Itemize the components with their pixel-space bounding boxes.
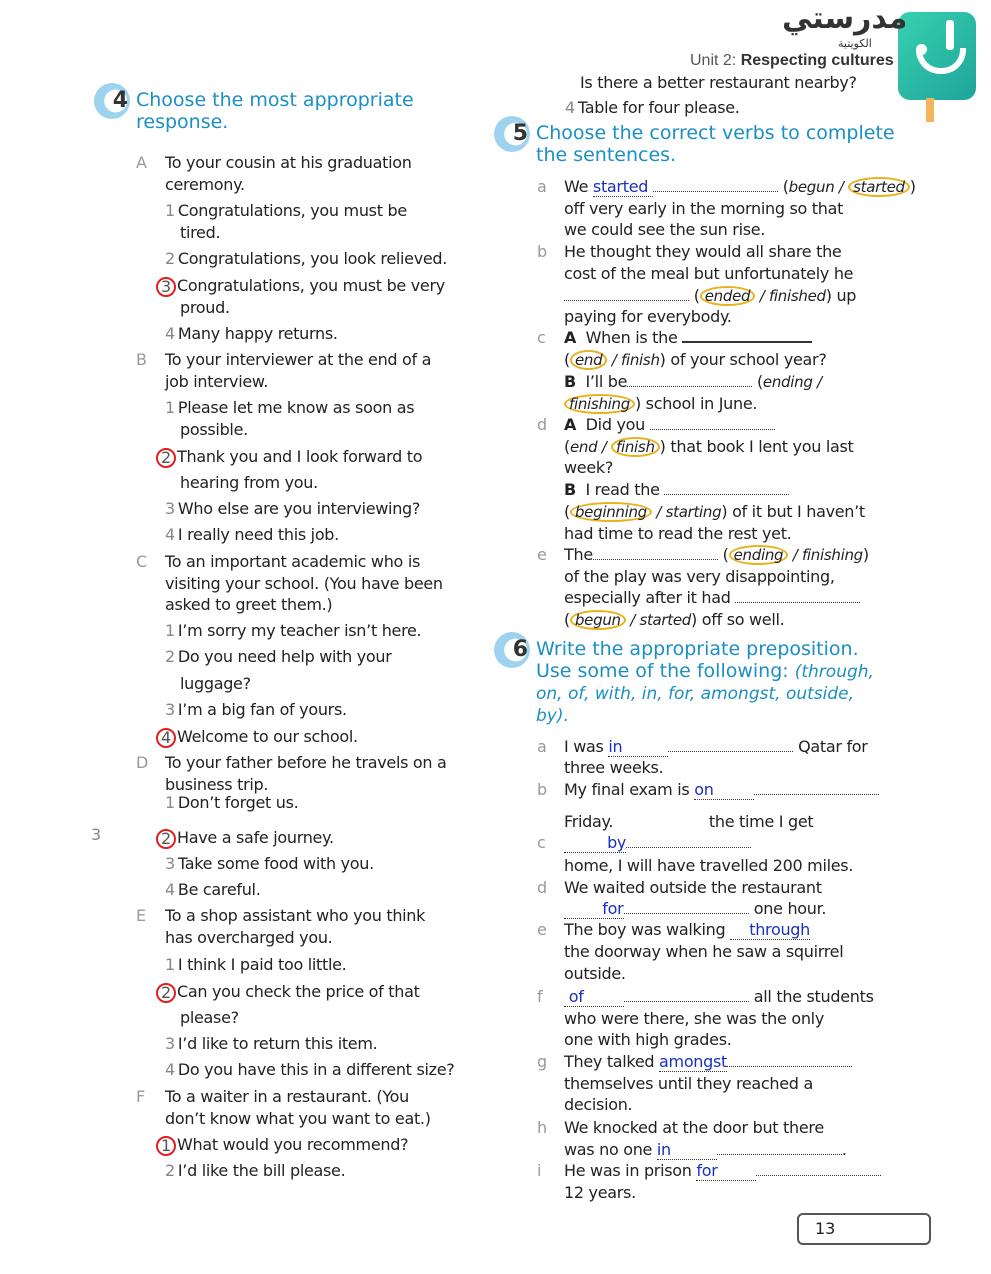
sentence-text: Qatar for xyxy=(793,737,868,756)
sentence-text: one with high grades. xyxy=(564,1030,732,1049)
circled-verb-option: ending xyxy=(729,545,789,565)
sentence-text: paying for everybody. xyxy=(564,307,732,326)
sentence-line xyxy=(564,1139,847,1161)
sentence-text: They talked xyxy=(564,1052,660,1071)
response-option[interactable] xyxy=(165,498,420,520)
option-text: Many happy returns. xyxy=(177,324,338,343)
sentence-text: ( xyxy=(564,610,570,629)
answer-blank[interactable] xyxy=(754,780,879,795)
item-letter: b xyxy=(537,242,548,261)
response-option[interactable] xyxy=(161,726,358,748)
option-text: I’m a big fan of yours. xyxy=(177,700,347,719)
option-text: I’d like to return this item. xyxy=(177,1034,378,1053)
answer-blank[interactable] xyxy=(624,987,749,1002)
sentence-line xyxy=(564,1117,824,1139)
response-option[interactable] xyxy=(161,446,423,468)
response-option[interactable] xyxy=(165,1033,377,1055)
selected-answer-circle: 3 xyxy=(156,277,176,297)
option-number: 1 xyxy=(165,955,175,974)
sentence-text: ( xyxy=(564,502,570,521)
response-option[interactable] xyxy=(165,954,346,976)
answer-blank[interactable] xyxy=(624,899,749,914)
option-text: Don’t forget us. xyxy=(177,793,299,812)
sentence-line xyxy=(564,523,791,545)
group-letter: E xyxy=(136,906,147,925)
page-number: 13 xyxy=(797,1213,931,1245)
item-letter: i xyxy=(537,1161,542,1180)
sentence-text: We knocked at the door but there xyxy=(564,1118,824,1137)
option-text: Who else are you interviewing? xyxy=(177,499,421,518)
sentence-line xyxy=(564,457,613,479)
option-text: Do you have this in a different size? xyxy=(177,1060,455,1079)
selected-answer-circle: 2 xyxy=(156,983,176,1003)
unit-title: Respecting cultures xyxy=(740,52,894,69)
filled-answer[interactable]: of xyxy=(564,988,624,1007)
sentence-line xyxy=(564,263,853,285)
sentence-line xyxy=(564,898,826,920)
sentence-text: week? xyxy=(564,458,614,477)
option-text: Congratulations, you must be very xyxy=(177,276,445,295)
sentence-line xyxy=(564,941,843,963)
item-letter: c xyxy=(537,833,546,852)
sentence-line xyxy=(564,779,879,801)
option-text: luggage? xyxy=(180,674,251,693)
option-text: please? xyxy=(180,1008,239,1027)
filled-answer[interactable]: by xyxy=(564,833,627,852)
option-text: Congratulations, you must be xyxy=(177,201,407,220)
sentence-line xyxy=(564,1182,636,1204)
sentence-text: When is the xyxy=(576,328,683,347)
group-prompt: To a shop assistant who you think xyxy=(165,906,426,925)
word-list: by). xyxy=(536,706,569,726)
logo-text: مدرستي xyxy=(782,1,908,36)
verb-option: / finishing xyxy=(788,546,863,564)
sentence-text: all the students xyxy=(749,987,874,1006)
sentence-line xyxy=(564,198,843,220)
sentence-text: we could see the sun rise. xyxy=(564,220,766,239)
sentence-text: Did you xyxy=(576,415,650,434)
option-text: Do you need help with your xyxy=(177,647,392,666)
option-number: 3 xyxy=(165,1034,175,1053)
section-title: Write the appropriate preposition. xyxy=(536,638,859,660)
sentence-line xyxy=(564,393,757,415)
logo-subtext: الكويتية xyxy=(838,37,872,50)
speaker-label: A xyxy=(564,328,577,347)
sentence-text: I’ll be xyxy=(575,372,628,391)
sentence-line xyxy=(564,349,827,371)
section-title: the sentences. xyxy=(536,144,677,166)
sentence-line xyxy=(564,1073,813,1095)
option-text: I’m sorry my teacher isn’t here. xyxy=(177,621,422,640)
group-letter: B xyxy=(136,350,147,369)
verb-option: end / xyxy=(569,438,611,456)
sentence-text: Friday. the time I get xyxy=(564,812,814,831)
section-number-badge: 4 xyxy=(94,83,130,119)
item-letter: e xyxy=(537,920,547,939)
response-option[interactable] xyxy=(161,275,445,297)
section-title: response. xyxy=(136,111,229,133)
option-number: 4 xyxy=(165,525,175,544)
sentence-line xyxy=(564,566,835,588)
option-number: 1 xyxy=(165,793,175,812)
section-subtitle xyxy=(536,660,874,683)
selected-answer-circle: 2 xyxy=(156,829,176,849)
filled-answer[interactable]: in xyxy=(657,1141,717,1160)
item-letter: c xyxy=(537,328,546,347)
group-prompt: To your father before he travels on a xyxy=(165,753,447,772)
sentence-line xyxy=(564,855,853,877)
response-option[interactable] xyxy=(161,1134,409,1156)
option-number: 1 xyxy=(165,621,175,640)
group-prompt: ceremony. xyxy=(165,175,245,194)
option-number: 4 xyxy=(565,98,575,117)
group-prompt: job interview. xyxy=(165,372,269,391)
option-number: 1 xyxy=(165,398,175,417)
sentence-text: home, I will have travelled 200 miles. xyxy=(564,856,854,875)
answer-blank[interactable] xyxy=(717,1140,842,1155)
item-letter: b xyxy=(537,780,548,799)
sentence-text: 12 years. xyxy=(564,1183,636,1202)
speaker-label: B xyxy=(564,372,576,391)
option-text: Thank you and I look forward to xyxy=(177,447,423,466)
item-letter: d xyxy=(537,415,548,434)
sentence-text: themselves until they reached a xyxy=(564,1074,813,1093)
sentence-line xyxy=(564,176,916,198)
group-prompt: visiting your school. (You have been xyxy=(165,574,443,593)
response-option[interactable] xyxy=(165,879,260,901)
item-letter: a xyxy=(537,177,547,196)
sentence-text: I was xyxy=(564,737,609,756)
answer-blank[interactable] xyxy=(650,415,775,430)
response-option[interactable] xyxy=(161,981,420,1003)
circled-verb-option: begun xyxy=(570,610,626,630)
sentence-text: We xyxy=(564,177,593,196)
group-prompt: To a waiter in a restaurant. (You xyxy=(165,1087,410,1106)
sentence-line xyxy=(564,1051,852,1073)
speaker-label: B xyxy=(564,480,576,499)
unit-label: Unit 2: xyxy=(690,52,737,69)
answer-blank[interactable] xyxy=(682,327,812,343)
option-number: 3 xyxy=(165,854,175,873)
filled-answer[interactable]: amongst xyxy=(659,1052,728,1071)
option-text: tired. xyxy=(180,223,221,242)
group-prompt: business trip. xyxy=(165,775,269,794)
sentence-line xyxy=(564,811,813,833)
sentence-text: The xyxy=(564,545,593,564)
option-text: Take some food with you. xyxy=(177,854,374,873)
sentence-text: ) xyxy=(909,177,916,196)
option-number: 3 xyxy=(165,499,175,518)
response-option[interactable] xyxy=(165,699,347,721)
sentence-line xyxy=(564,1008,824,1030)
sentence-text: ( xyxy=(752,372,763,391)
item-letter: a xyxy=(537,737,547,756)
sentence-line xyxy=(564,544,869,566)
group-letter: F xyxy=(136,1087,146,1106)
filled-answer[interactable]: for xyxy=(564,899,624,918)
sentence-line xyxy=(564,479,789,501)
word-list: on, of, with, in, for, amongst, outside, xyxy=(536,684,855,704)
option-number: 4 xyxy=(165,880,175,899)
item-letter: g xyxy=(537,1052,548,1071)
answer-blank[interactable] xyxy=(664,480,789,495)
filled-answer[interactable]: for xyxy=(696,1162,756,1181)
filled-answer[interactable]: on xyxy=(694,781,754,800)
subtitle-text: Use some of the following: xyxy=(536,660,795,682)
unit-header xyxy=(690,52,894,70)
sentence-line xyxy=(564,414,775,436)
verb-option: / finished xyxy=(755,287,826,305)
option-number: 4 xyxy=(165,324,175,343)
option-text: possible. xyxy=(180,420,248,439)
stray-mark: 3 xyxy=(91,825,102,844)
sentence-text: He was in prison xyxy=(564,1161,697,1180)
response-option[interactable] xyxy=(180,297,230,319)
selected-answer-circle: 1 xyxy=(156,1136,176,1156)
response-option[interactable] xyxy=(161,827,334,849)
sentence-text: He thought they would all share the xyxy=(564,242,842,261)
sentence-line xyxy=(564,219,765,241)
circled-verb-option: finishing xyxy=(564,394,635,414)
sentence-text: ) xyxy=(862,545,869,564)
response-option[interactable] xyxy=(165,323,338,345)
sentence-line xyxy=(564,1094,632,1116)
sentence-line xyxy=(564,986,874,1008)
circled-verb-option: ended xyxy=(700,286,756,306)
response-option[interactable] xyxy=(180,1007,239,1029)
verb-option: begun / xyxy=(788,178,849,196)
filled-answer[interactable]: through xyxy=(730,920,811,939)
sentence-text: ( xyxy=(717,545,729,564)
option-text: proud. xyxy=(180,298,230,317)
response-option[interactable] xyxy=(165,200,407,222)
response-option[interactable] xyxy=(165,248,447,270)
sentence-text: ( xyxy=(564,437,570,456)
sentence-text: ) of it but I haven’t xyxy=(721,502,865,521)
response-option[interactable] xyxy=(165,524,339,546)
sentence-text: We waited outside the restaurant xyxy=(564,878,822,897)
sentence-line xyxy=(564,919,810,941)
option-text: hearing from you. xyxy=(180,473,318,492)
sentence-text: had time to read the rest yet. xyxy=(564,524,792,543)
verb-option: / finish xyxy=(607,351,660,369)
option-number: 4 xyxy=(165,1060,175,1079)
option-text: I think I paid too little. xyxy=(177,955,347,974)
group-letter: C xyxy=(136,552,148,571)
word-list: (through, xyxy=(794,662,874,682)
sentence-line xyxy=(564,1029,732,1051)
group-prompt: don’t know what you want to eat.) xyxy=(165,1109,431,1128)
response-option[interactable] xyxy=(165,646,392,668)
sentence-line xyxy=(564,877,822,899)
selected-answer-circle: 4 xyxy=(156,728,176,748)
response-option[interactable] xyxy=(165,1059,454,1081)
sentence-line xyxy=(564,501,865,523)
filled-answer[interactable]: started xyxy=(593,178,653,197)
sentence-line xyxy=(564,609,784,631)
prev-line: Is there a better restaurant nearby? xyxy=(580,73,857,92)
response-option[interactable] xyxy=(165,620,421,642)
option-number: 3 xyxy=(165,700,175,719)
sentence-text: one hour. xyxy=(749,899,827,918)
prev-option xyxy=(565,97,740,119)
option-text: Table for four please. xyxy=(577,98,740,117)
sentence-text: outside. xyxy=(564,964,626,983)
madrasati-logo xyxy=(898,12,976,100)
verb-option: / starting xyxy=(651,503,722,521)
sentence-text: especially after it had xyxy=(564,588,736,607)
group-prompt: To your interviewer at the end of a xyxy=(165,350,432,369)
section-title: Choose the most appropriate xyxy=(136,89,414,111)
sentence-text: ( xyxy=(777,177,789,196)
group-prompt: To your cousin at his graduation xyxy=(165,153,412,172)
response-option[interactable] xyxy=(165,792,298,814)
group-letter: A xyxy=(136,153,147,172)
sentence-text: The boy was walking xyxy=(564,920,731,939)
response-option[interactable] xyxy=(180,222,220,244)
response-option[interactable] xyxy=(180,419,248,441)
sentence-line xyxy=(564,832,751,854)
answer-blank[interactable] xyxy=(727,1052,852,1067)
item-letter: e xyxy=(537,545,547,564)
option-text: Please let me know as soon as xyxy=(177,398,415,417)
response-option[interactable] xyxy=(180,673,251,695)
sentence-text: ) off so well. xyxy=(691,610,785,629)
sentence-text: My final exam is xyxy=(564,780,695,799)
sentence-line xyxy=(564,371,822,393)
answer-blank[interactable] xyxy=(626,833,751,848)
sentence-text: cost of the meal but unfortunately he xyxy=(564,264,854,283)
answer-blank[interactable] xyxy=(593,545,718,560)
sentence-line xyxy=(564,963,626,985)
sentence-line xyxy=(564,285,856,307)
sentence-text: was no one xyxy=(564,1140,657,1159)
answer-blank[interactable] xyxy=(668,737,793,752)
option-text: What would you recommend? xyxy=(177,1135,409,1154)
item-letter: f xyxy=(537,987,543,1006)
option-text: I’d like the bill please. xyxy=(177,1161,346,1180)
sentence-line xyxy=(564,757,663,779)
group-prompt: To an important academic who is xyxy=(165,552,420,571)
verb-option: ending / xyxy=(762,373,822,391)
sentence-text: ) school in June. xyxy=(634,394,758,413)
answer-blank[interactable] xyxy=(627,372,752,387)
section-number-badge: 6 xyxy=(494,632,530,668)
item-letter: h xyxy=(537,1118,548,1137)
option-text: Welcome to our school. xyxy=(177,727,358,746)
option-number: 2 xyxy=(165,647,175,666)
sentence-text: off very early in the morning so that xyxy=(564,199,844,218)
group-prompt: asked to greet them.) xyxy=(165,595,333,614)
response-option[interactable] xyxy=(165,853,374,875)
sentence-line xyxy=(564,587,860,609)
section-title: Choose the correct verbs to complete xyxy=(536,122,895,144)
sentence-text: ) that book I lent you last xyxy=(659,437,854,456)
answer-blank[interactable] xyxy=(653,177,778,192)
sentence-text: three weeks. xyxy=(564,758,664,777)
sentence-line xyxy=(564,436,854,458)
item-letter: d xyxy=(537,878,548,897)
sentence-text: . xyxy=(841,1140,847,1159)
circled-verb-option: finish xyxy=(611,437,660,457)
option-text: Have a safe journey. xyxy=(177,828,334,847)
sentence-line xyxy=(564,241,841,263)
response-option[interactable] xyxy=(165,1160,345,1182)
option-text: I really need this job. xyxy=(177,525,339,544)
circled-verb-option: started xyxy=(848,177,910,197)
option-text: Congratulations, you look relieved. xyxy=(177,249,448,268)
sentence-text: ( xyxy=(689,286,700,305)
sentence-text: who were there, she was the only xyxy=(564,1009,824,1028)
answer-blank[interactable] xyxy=(564,286,689,301)
answer-blank[interactable] xyxy=(735,588,860,603)
option-text: Can you check the price of that xyxy=(177,982,420,1001)
section-number-badge: 5 xyxy=(494,116,530,152)
filled-answer[interactable]: in xyxy=(608,738,668,757)
sentence-text: ) of your school year? xyxy=(659,350,827,369)
verb-option: / started xyxy=(625,611,692,629)
group-prompt: has overcharged you. xyxy=(165,928,333,947)
answer-blank[interactable] xyxy=(756,1161,881,1176)
sentence-text: ( xyxy=(564,350,570,369)
sentence-text: decision. xyxy=(564,1095,633,1114)
sentence-text: of the play was very disappointing, xyxy=(564,567,835,586)
option-number: 2 xyxy=(165,249,175,268)
sentence-text: ) up xyxy=(825,286,857,305)
option-number: 1 xyxy=(165,201,175,220)
option-text: Be careful. xyxy=(177,880,261,899)
sentence-line xyxy=(564,306,732,328)
circled-verb-option: end xyxy=(570,350,607,370)
response-option[interactable] xyxy=(165,397,414,419)
group-letter: D xyxy=(136,753,149,772)
sentence-line xyxy=(564,1160,881,1182)
sentence-text: the doorway when he saw a squirrel xyxy=(564,942,844,961)
option-number: 2 xyxy=(165,1161,175,1180)
sentence-text: I read the xyxy=(575,480,665,499)
selected-answer-circle: 2 xyxy=(156,448,176,468)
sentence-line xyxy=(564,736,868,758)
speaker-label: A xyxy=(564,415,577,434)
sentence-line xyxy=(564,327,812,349)
circled-verb-option: beginning xyxy=(570,502,652,522)
response-option[interactable] xyxy=(180,472,318,494)
